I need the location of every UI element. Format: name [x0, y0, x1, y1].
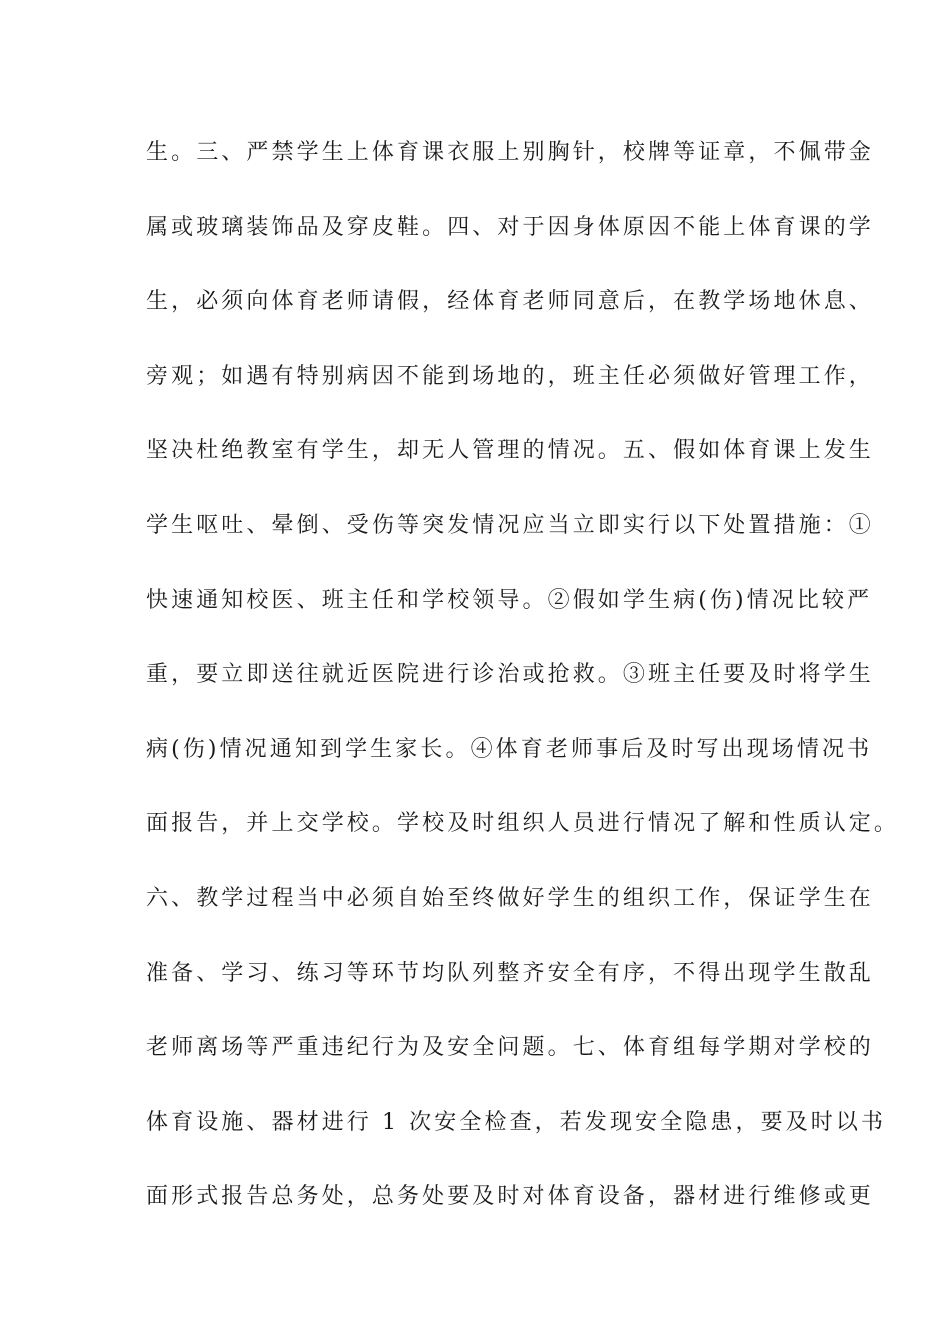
- text-line: 面报告，并上交学校。学校及时组织人员进行情况了解和性质认定。: [146, 811, 900, 837]
- text-line: 学生呕吐、晕倒、受伤等突发情况应当立即实行以下处置措施：①: [146, 512, 874, 538]
- text-line: 坚决杜绝教室有学生，却无人管理的情况。五、假如体育课上发生: [146, 438, 874, 464]
- text-line: 生。三、严禁学生上体育课衣服上别胸针，校牌等证章，不佩带金: [146, 140, 874, 165]
- text-line: 属或玻璃装饰品及穿皮鞋。四、对于因身体原因不能上体育课的学: [146, 214, 874, 240]
- body-text: [146, 131, 900, 1250]
- text-line: 老师离场等严重违纪行为及安全问题。七、体育组每学期对学校的: [146, 1035, 874, 1061]
- text-line: 旁观；如遇有特别病因不能到场地的，班主任必须做好管理工作，: [146, 363, 874, 389]
- text-line: 快速通知校医、班主任和学校领导。②假如学生病(伤)情况比较严: [146, 587, 873, 613]
- text-line: 重，要立即送往就近医院进行诊治或抢救。③班主任要及时将学生: [146, 662, 874, 688]
- text-line: 面形式报告总务处，总务处要及时对体育设备，器材进行维修或更: [146, 1184, 874, 1210]
- text-line: 准备、学习、练习等环节均队列整齐安全有序，不得出现学生散乱: [146, 960, 874, 986]
- text-line: 六、教学过程当中必须自始至终做好学生的组织工作，保证学生在: [146, 885, 874, 911]
- text-line: 生，必须向体育老师请假，经体育老师同意后，在教学场地休息、: [146, 289, 874, 315]
- text-line: 体育设施、器材进行 1 次安全检查，若发现安全隐患，要及时以书: [146, 1109, 887, 1135]
- text-line: 病(伤)情况通知到学生家长。④体育老师事后及时写出现场情况书: [146, 736, 873, 762]
